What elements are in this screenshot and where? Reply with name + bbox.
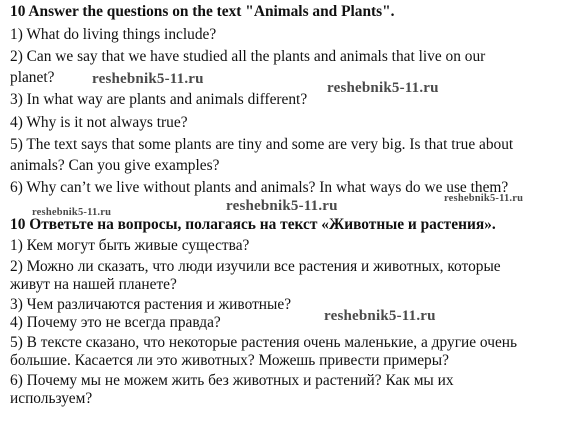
english-question-6: 6) Why can’t we live without plants and animals? In what ways do we use them? xyxy=(10,179,509,196)
russian-question-5-continued: большие. Касается ли это животных? Можешь привести примеры? xyxy=(10,352,449,369)
english-heading: 10 Answer the questions on the text "Animals and Plants". xyxy=(10,3,395,20)
english-question-2-continued: planet? xyxy=(10,69,55,86)
russian-question-2-continued: живут на нашей планете? xyxy=(10,276,177,293)
english-question-5: 5) The text says that some plants are tiny and some are very big. Is that true about xyxy=(10,136,514,153)
russian-question-1: 1) Кем могут быть живые существа? xyxy=(10,237,250,254)
russian-heading: 10 Ответьте на вопросы, полагаясь на текст «Животные и растения». xyxy=(10,216,496,233)
watermark: reshebnik5-11.ru xyxy=(327,80,439,96)
russian-question-3: 3) Чем различаются растения и животные? xyxy=(10,296,292,313)
russian-question-5: 5) В тексте сказано, что некоторые растения очень маленькие, а другие очень xyxy=(10,334,518,351)
russian-question-6: 6) Почему мы не можем жить без животных и растений? Как мы их xyxy=(10,372,454,389)
english-question-4: 4) Why is it not always true? xyxy=(10,114,188,131)
english-question-5-continued: animals? Can you give examples? xyxy=(10,157,220,174)
english-question-2: 2) Can we say that we have studied all the plants and animals that live on our xyxy=(10,48,486,65)
english-question-1: 1) What do living things include? xyxy=(10,26,217,43)
watermark: reshebnik5-11.ru xyxy=(226,198,338,214)
watermark: reshebnik5-11.ru xyxy=(444,193,524,204)
english-question-3: 3) In what way are plants and animals different? xyxy=(10,91,308,108)
russian-question-6-continued: используем? xyxy=(10,390,93,407)
russian-question-4: 4) Почему это не всегда правда? xyxy=(10,314,221,331)
watermark: reshebnik5-11.ru xyxy=(32,207,112,218)
watermark: reshebnik5-11.ru xyxy=(324,308,436,324)
russian-question-2: 2) Можно ли сказать, что люди изучили все растения и животных, которые xyxy=(10,258,501,275)
watermark: reshebnik5-11.ru xyxy=(92,71,204,87)
